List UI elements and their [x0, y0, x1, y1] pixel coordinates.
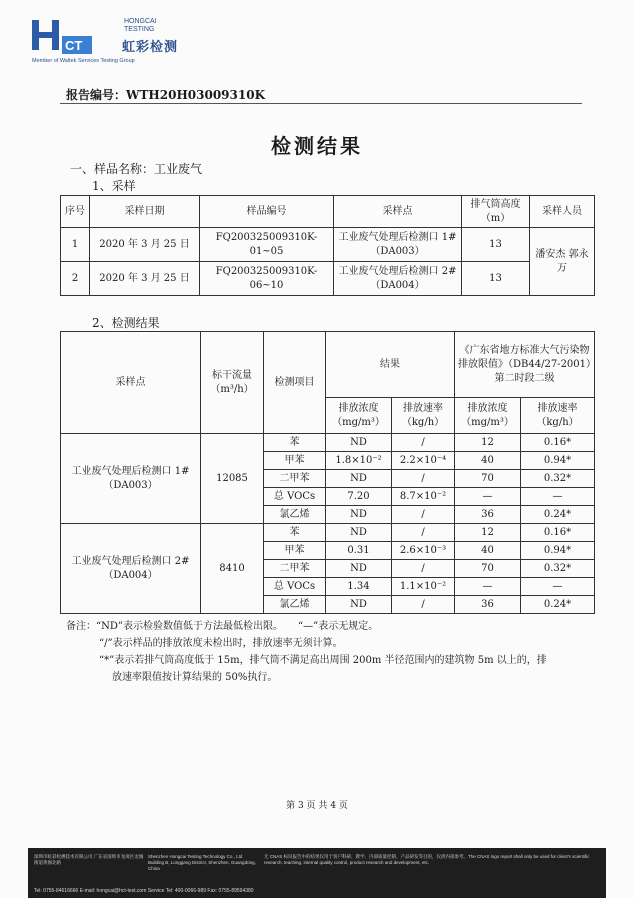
- table-cell: 1.34: [326, 578, 392, 596]
- table-cell: 0.31: [326, 542, 392, 560]
- table-cell: 2.6×10⁻³: [392, 542, 455, 560]
- table-cell: 1.1×10⁻²: [392, 578, 455, 596]
- table-cell: 甲苯: [264, 452, 326, 470]
- table-cell: /: [392, 434, 455, 452]
- remark-line: “/”表示样品的排放浓度未检出时，排放速率无须计算。: [99, 638, 343, 649]
- table-cell: /: [392, 596, 455, 614]
- section-results: 2、检测结果: [92, 316, 160, 330]
- table-cell: 40: [455, 542, 521, 560]
- table-cell: 0.24*: [521, 506, 595, 524]
- table-cell: 二甲苯: [264, 560, 326, 578]
- logo-brand-small: HONGCAI TESTING: [124, 18, 157, 33]
- logo-brand-cn: 虹彩检测: [122, 40, 179, 55]
- table-header-row: [61, 332, 595, 398]
- table-cell: 氯乙烯: [264, 506, 326, 524]
- company-logo: [30, 14, 180, 66]
- table-cell: 工业废气处理后检测口 2#（DA004）: [334, 262, 462, 296]
- footer-bar: [28, 848, 606, 898]
- table-cell: 工业废气处理后检测口 1#（DA003）: [334, 228, 462, 262]
- table-cell: 13: [462, 262, 530, 296]
- table-cell: 总 VOCs: [264, 578, 326, 596]
- flow-cell: 12085: [201, 434, 264, 524]
- header-limit-rate: 排放速率（kg/h）: [521, 398, 595, 434]
- table-cell: —: [455, 578, 521, 596]
- table-cell: —: [521, 578, 595, 596]
- header-flow: 标干流量（m³/h）: [201, 332, 264, 434]
- table-cell: FQ200325009310K-01~05: [200, 228, 334, 262]
- table-cell: 2020 年 3 月 25 日: [90, 228, 200, 262]
- table-cell: FQ200325009310K-06~10: [200, 262, 334, 296]
- table-cell: 36: [455, 506, 521, 524]
- footer-address-cn: 深圳市虹彩检测技术有限公司 广东省深圳市龙岗区龙城街道黄阁北路: [34, 854, 144, 865]
- page-number: 第 3 页 共 4 页: [286, 801, 348, 811]
- table-cell: 0.32*: [521, 470, 595, 488]
- table-cell: —: [521, 488, 595, 506]
- header-cell: 排气筒高度（m）: [462, 196, 530, 228]
- sampling-point-cell: 工业废气处理后检测口 2#（DA004）: [61, 524, 201, 614]
- table-cell: 0.16*: [521, 434, 595, 452]
- table-cell: 苯: [264, 434, 326, 452]
- footer-cnas-statement: 无 CNAS 标识报告中的结果仅用于客户科研、教学、内部质量控制、产品研发等目的，仅供内部参考。The CNAS logo report shall only be used for client's scientific research, teaching, internal quality control, product research and development, etc.: [264, 854, 590, 865]
- flow-cell: 8410: [201, 524, 264, 614]
- table-cell: 12: [455, 524, 521, 542]
- table-cell: 8.7×10⁻²: [392, 488, 455, 506]
- table-cell: 12: [455, 434, 521, 452]
- table-cell: 0.32*: [521, 560, 595, 578]
- table-cell: 36: [455, 596, 521, 614]
- table-cell: 40: [455, 452, 521, 470]
- table-cell: 7.20: [326, 488, 392, 506]
- header-cell: 样品编号: [200, 196, 334, 228]
- sampler-cell: 潘安杰 郭永万: [530, 228, 595, 296]
- sampling-table: [60, 195, 595, 296]
- results-table: [60, 331, 595, 614]
- header-result: 结果: [326, 332, 455, 398]
- footer-contact: Tel: 0755-84616666 E-mail: hongcai@hct-test.com Service Tel: 400-0066-989 Fax: 0755-89594380: [34, 888, 254, 894]
- table-cell: 氯乙烯: [264, 596, 326, 614]
- section-sample-name: 一、样品名称：工业废气: [70, 162, 203, 176]
- table-cell: 0.16*: [521, 524, 595, 542]
- remark-line: 放速率限值按计算结果的 50%执行。: [112, 672, 278, 683]
- table-row: [61, 434, 595, 452]
- table-cell: —: [455, 488, 521, 506]
- table-cell: 总 VOCs: [264, 488, 326, 506]
- remark-line: 备注：“ND”表示检验数值低于方法最低检出限。 “—”表示无规定。: [66, 621, 379, 632]
- header-limit-concentration: 排放浓度（mg/m³）: [455, 398, 521, 434]
- table-row: [61, 262, 595, 296]
- table-row: [61, 228, 595, 262]
- table-row: [61, 524, 595, 542]
- header-divider: [60, 103, 582, 104]
- table-cell: 70: [455, 560, 521, 578]
- table-cell: /: [392, 560, 455, 578]
- table-cell: ND: [326, 596, 392, 614]
- header-rate: 排放速率（kg/h）: [392, 398, 455, 434]
- table-cell: 0.94*: [521, 542, 595, 560]
- header-cell: 序号: [61, 196, 90, 228]
- table-cell: 1: [61, 228, 90, 262]
- remark-line: “*”表示若排气筒高度低于 15m，排气筒不满足高出周围 200m 半径范围内的建筑物 5m 以上的，排: [99, 655, 547, 666]
- logo-member-text: Member of Waltek Services Testing Group: [32, 58, 135, 64]
- hct-logo-icon: [30, 16, 94, 56]
- table-cell: 70: [455, 470, 521, 488]
- table-header-row: [61, 196, 595, 228]
- table-cell: ND: [326, 524, 392, 542]
- header-sampling-point: 采样点: [61, 332, 201, 434]
- table-cell: 2: [61, 262, 90, 296]
- header-cell: 采样人员: [530, 196, 595, 228]
- header-cell: 采样点: [334, 196, 462, 228]
- table-cell: ND: [326, 470, 392, 488]
- table-cell: 1.8×10⁻²: [326, 452, 392, 470]
- table-cell: 13: [462, 228, 530, 262]
- table-cell: ND: [326, 434, 392, 452]
- table-cell: 苯: [264, 524, 326, 542]
- footer-address-en: Shenzhen Hongcai Testing Technology Co., Ltd Building B, Longgang District, Shenzhen, Guangdong, China: [148, 854, 256, 871]
- remarks: [66, 618, 596, 686]
- header-item: 检测项目: [264, 332, 326, 434]
- header-cell: 采样日期: [90, 196, 200, 228]
- table-cell: ND: [326, 506, 392, 524]
- table-cell: ND: [326, 560, 392, 578]
- table-cell: 二甲苯: [264, 470, 326, 488]
- svg-text:CT: CT: [65, 38, 83, 53]
- section-sampling: 1、采样: [92, 179, 136, 193]
- table-cell: /: [392, 506, 455, 524]
- table-cell: 甲苯: [264, 542, 326, 560]
- header-concentration: 排放浓度（mg/m³）: [326, 398, 392, 434]
- table-cell: /: [392, 524, 455, 542]
- table-cell: /: [392, 470, 455, 488]
- page-title: 检测结果: [271, 134, 363, 158]
- table-cell: 0.94*: [521, 452, 595, 470]
- sampling-point-cell: 工业废气处理后检测口 1#（DA003）: [61, 434, 201, 524]
- table-cell: 2.2×10⁻⁴: [392, 452, 455, 470]
- report-number: 报告编号：WTH20H03009310K: [66, 88, 266, 102]
- table-cell: 2020 年 3 月 25 日: [90, 262, 200, 296]
- table-cell: 0.24*: [521, 596, 595, 614]
- header-standard: 《广东省地方标准大气污染物排放限值》（DB44/27-2001）第二时段二级: [455, 332, 595, 398]
